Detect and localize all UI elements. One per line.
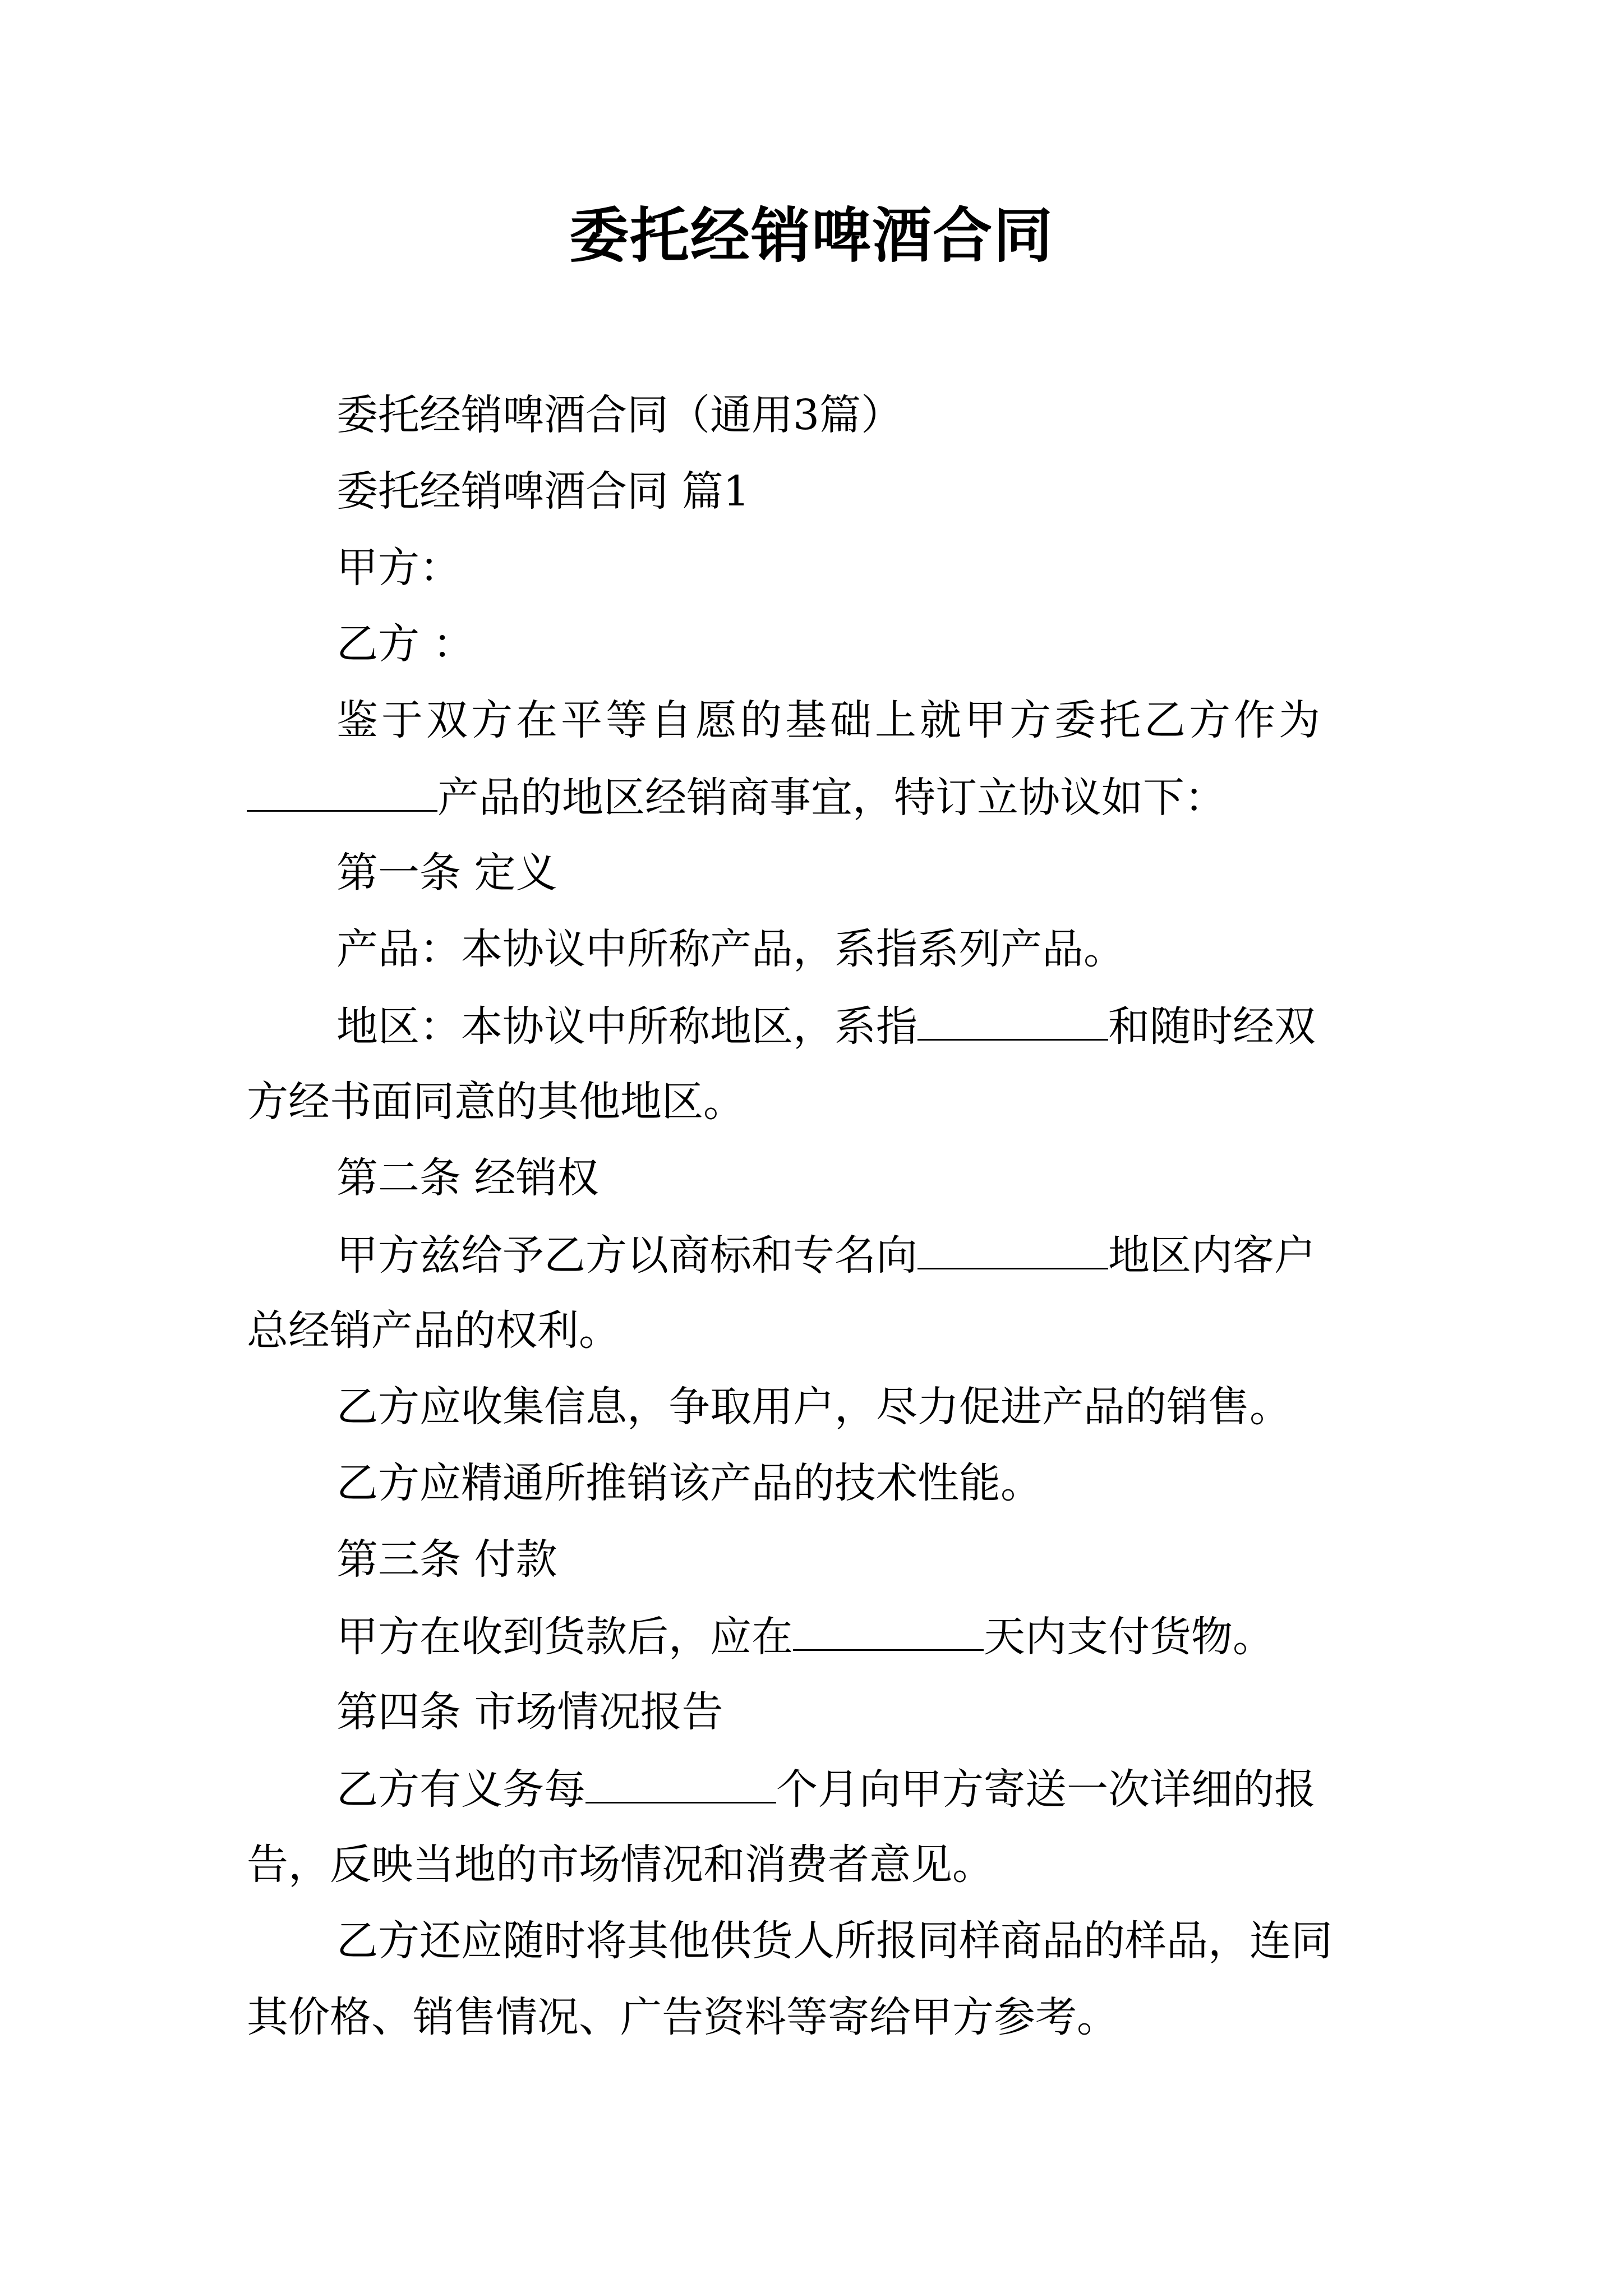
distribution-right-text-b: 地区内客户 — [1108, 1231, 1316, 1280]
definition-region-line-1 — [336, 997, 1316, 1055]
payment-line — [336, 1608, 1274, 1665]
preamble-line-2 — [247, 769, 1226, 826]
definition-region-text-a: 地区：本协议中所称地区，系指 — [336, 1002, 917, 1051]
distribution-right-line-1 — [336, 1226, 1316, 1283]
payment-text-a: 甲方在收到货款后，应在 — [336, 1613, 793, 1661]
fill-in-blank — [585, 1760, 776, 1803]
article-4-heading: 第四条 市场情况报告 — [336, 1688, 723, 1736]
article-2-heading: 第二条 经销权 — [336, 1154, 599, 1202]
article-1-heading: 第一条 定义 — [336, 849, 557, 897]
preamble-line-2-text: 产品的地区经销商事宜，特订立协议如下： — [437, 774, 1226, 822]
report-text-b: 个月向甲方寄送一次详细的报 — [776, 1765, 1316, 1814]
definition-region-text-b: 和随时经双 — [1108, 1002, 1316, 1051]
party-a-line: 甲方： — [336, 544, 461, 592]
section-heading: 委托经销啤酒合同 篇1 — [336, 467, 750, 516]
obligation-line-2: 乙方应精通所推销该产品的技术性能。 — [336, 1459, 1042, 1507]
definition-region-line-2: 方经书面同意的其他地区。 — [247, 1078, 745, 1126]
party-b-line: 乙方 ： — [336, 620, 474, 668]
fill-in-blank — [917, 1226, 1108, 1269]
obligation-line-1: 乙方应收集信息，争取用户，尽力促进产品的销售。 — [336, 1383, 1291, 1431]
report-line-1 — [336, 1760, 1316, 1818]
subtitle-line: 委托经销啤酒合同（通用3篇） — [336, 391, 903, 439]
distribution-right-line-2: 总经销产品的权利。 — [247, 1306, 620, 1355]
samples-line-2: 其价格、销售情况、广告资料等寄给甲方参考。 — [247, 1993, 1118, 2041]
distribution-right-text-a: 甲方兹给予乙方以商标和专名向 — [336, 1231, 917, 1280]
samples-line-1: 乙方还应随时将其他供货人所报同样商品的样品，连同 — [336, 1917, 1332, 1965]
fill-in-blank — [917, 997, 1108, 1041]
report-text-a: 乙方有义务每 — [336, 1765, 585, 1814]
preamble-line-1: 鉴于双方在平等自愿的基础上就甲方委托乙方作为 — [336, 696, 1324, 744]
report-line-2: 告，反映当地的市场情况和消费者意见。 — [247, 1841, 994, 1889]
payment-text-b: 天内支付货物。 — [984, 1613, 1274, 1661]
fill-in-blank — [247, 769, 437, 812]
document-title: 委托经销啤酒合同 — [569, 200, 1054, 270]
definition-product: 产品：本协议中所称产品，系指系列产品。 — [336, 925, 1125, 973]
fill-in-blank — [793, 1608, 984, 1651]
article-3-heading: 第三条 付款 — [336, 1535, 557, 1584]
